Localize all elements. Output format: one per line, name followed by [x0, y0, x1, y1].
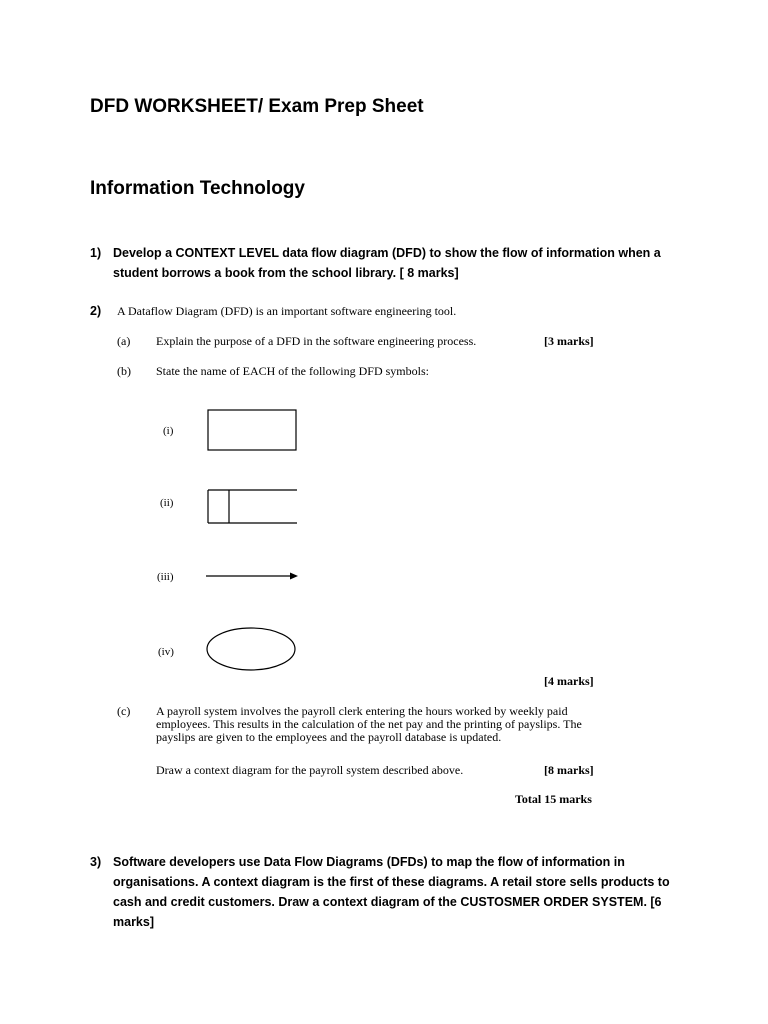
question-2-total-marks: Total 15 marks: [515, 792, 592, 806]
question-2b-marks: [4 marks]: [544, 674, 594, 688]
question-2-number: 2): [90, 304, 102, 318]
question-2c-instruction: Draw a context diagram for the payroll system described above.: [156, 763, 464, 777]
question-2b-text: State the name of EACH of the following DFD symbols:: [156, 364, 429, 378]
question-2a-text: Explain the purpose of a DFD in the software engineering process.: [156, 334, 477, 348]
symbol-label-iii: (iii): [157, 571, 174, 583]
question-2a-label: (a): [117, 334, 131, 348]
question-1-number: 1): [90, 246, 102, 260]
data-flow-arrow-symbol: [204, 568, 300, 584]
question-2c-label: (c): [117, 704, 131, 718]
symbol-label-i: (i): [163, 425, 174, 437]
question-3-number: 3): [90, 855, 102, 869]
subject-heading: Information Technology: [90, 178, 305, 199]
question-2c-text: A payroll system involves the payroll clerk entering the hours worked by weekly paid employees. This results in the calculation of the net pay and the printing of payslips. The payslips are given to the employees and the payroll database is updated.: [156, 704, 582, 744]
question-2a-marks: [3 marks]: [544, 334, 594, 348]
symbol-label-ii: (ii): [160, 497, 174, 509]
question-3-text: Software developers use Data Flow Diagrams (DFDs) to map the flow of information in organisations. A context diagram is the first of these diagrams. A retail store sells products to cash and credit customers. Draw a context diagram of the CUSTOSMER ORDER SYSTEM. [6 marks]: [113, 855, 670, 929]
symbol-label-iv: (iv): [158, 646, 174, 658]
data-store-symbol: [204, 486, 300, 528]
external-entity-symbol: [204, 406, 300, 454]
question-2b-label: (b): [117, 364, 131, 378]
page-title: DFD WORKSHEET/ Exam Prep Sheet: [90, 96, 424, 117]
question-2-intro: A Dataflow Diagram (DFD) is an important software engineering tool.: [117, 304, 457, 318]
process-ellipse-symbol: [202, 624, 300, 674]
question-2c-marks: [8 marks]: [544, 763, 594, 777]
question-1-text: Develop a CONTEXT LEVEL data flow diagram (DFD) to show the flow of information when a student borrows a book from the school library. [ 8 marks]: [113, 246, 661, 280]
